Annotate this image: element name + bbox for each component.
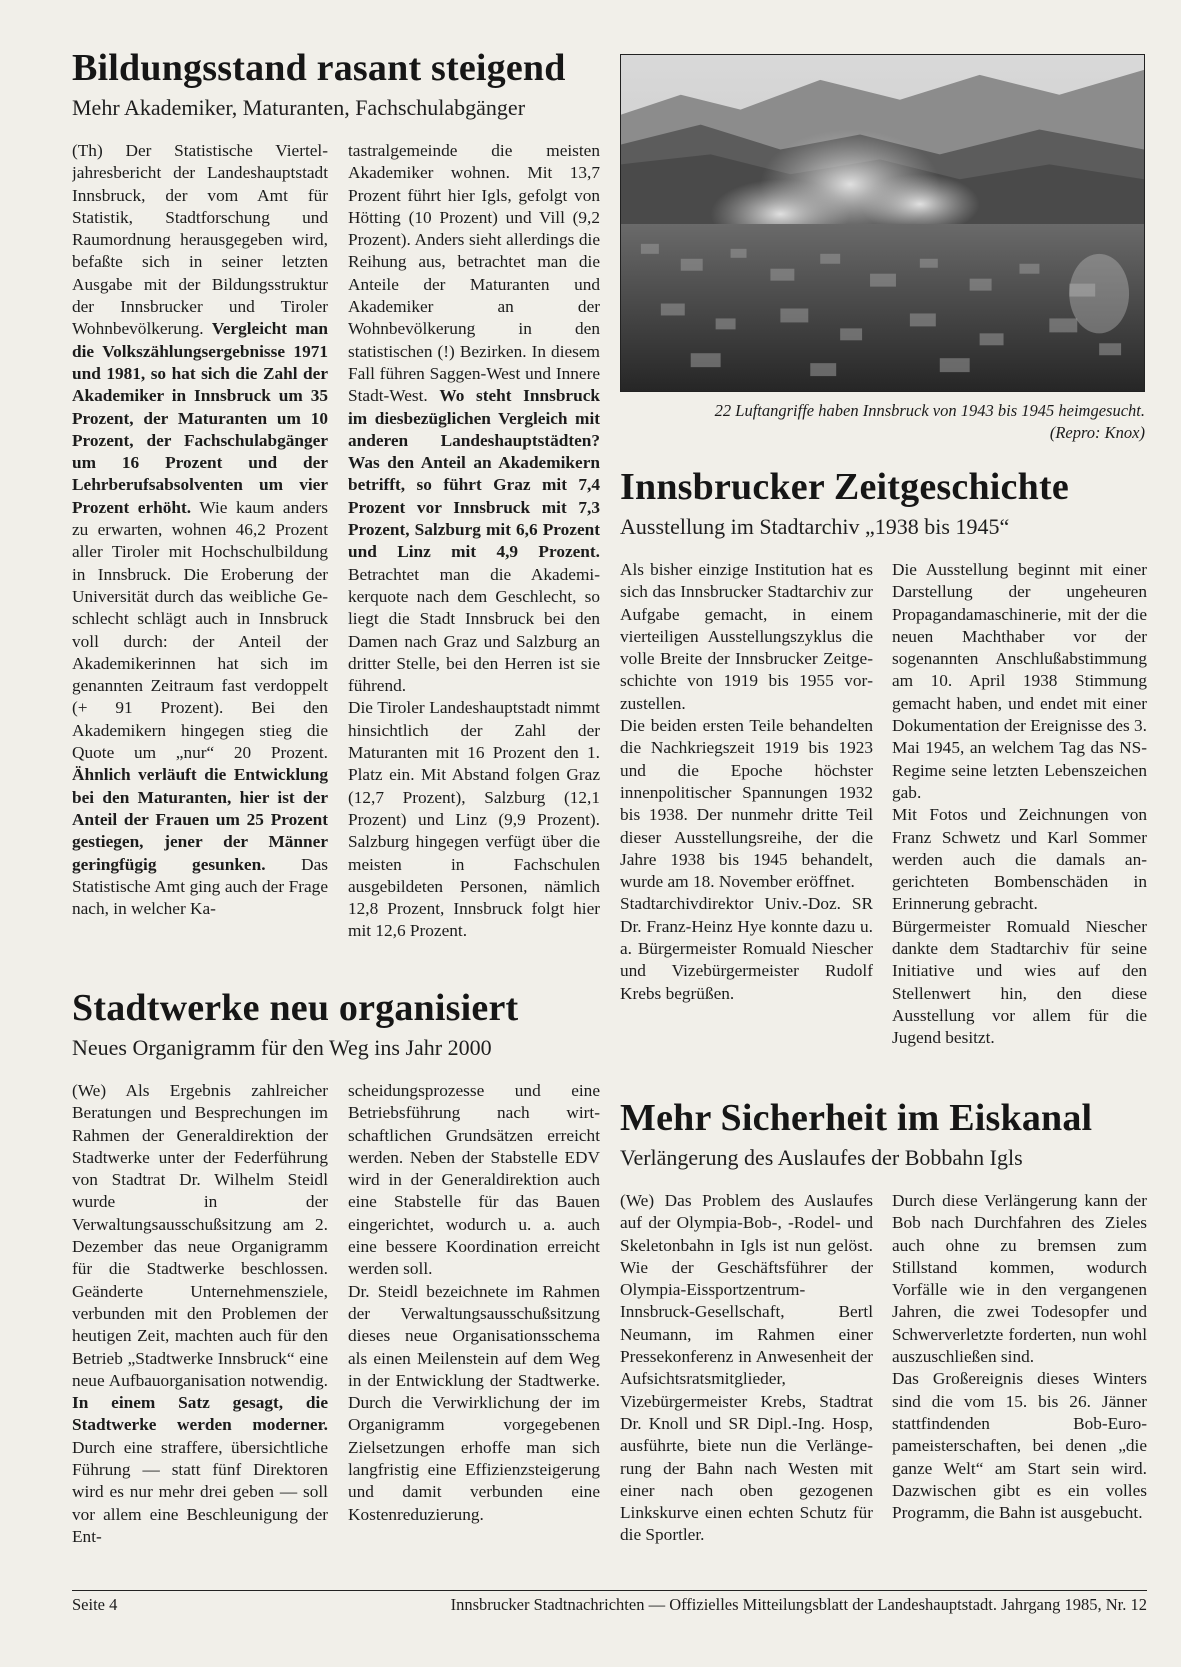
photo-caption-text: 22 Luftangriffe haben Innsbruck von 1943 bis 1945 heimgesucht. [714,401,1145,420]
text-run: Die Ausstellung beginnt mit einer Darstellung der ungeheuren Propagandamaschinerie, mit der die neuen Machthaber vor der sogenannten Anschlußabstimmung am 10. April 1938 Stimmung gemacht haben, und endet mit einer Dokumentation der Ereignisse des 3. Mai 1945, an welchem Tag das NS-Regime seine letzten Lebenszeichen gab. [892,560,1147,802]
article-bildungsstand-headline: Bildungsstand rasant steigend [72,47,566,89]
article-eiskanal-column-2 [892,1190,1147,1580]
article-stadtwerke-column-2 [348,1080,600,1580]
article-stadtwerke-headline: Stadtwerke neu organisiert [72,987,519,1029]
text-run: Mit Fotos und Zeichnungen von Franz Schwetz und Karl Sommer werden auch die damals angerichteten Bombenschäden in Erinnerung gebracht. [892,805,1147,914]
article-zeitgeschichte-column-2 [892,559,1147,1079]
air-raid-photo [620,54,1145,392]
article-zeitgeschichte-headline: Innsbrucker Zeitgeschichte [620,466,1069,508]
article-bildungsstand-column-2-paragraph [348,697,600,942]
article-eiskanal-column-2-paragraph [892,1190,1147,1368]
text-run: Stadtarchivdirektor Univ.-Doz. SR Dr. Franz-Heinz Hye konnte dazu u. a. Bürgermeister Romuald Niescher und Vizebürgermeister Rudolf Krebs begrüßen. [620,894,873,1003]
text-run: (We) Das Problem des Auslaufes auf der Olympia-Bob-, -Rodel- und Skeletonbahn in Igls ist nun gelöst. Wie der Geschäftsführer der Olympia-Eissportzentrum-Innsbruck-Gesellschaft, Bertl Neumann, im Rahmen einer Pressekonferenz in Anwesenheit der Aufsichtsratsmitglieder, Vizebürgermeister Krebs, Stadtrat Dr. Knoll und SR Dipl.-Ing. Hosp, ausführte, biete nun die Verlängerung der Bahn nach Westen mit einer nach oben gezogenen Linkskurve einen echten Schutz für die Sportler. [620,1191,873,1545]
text-run: Die Tiroler Landeshauptstadt nimmt hinsichtlich der Zahl der Maturanten mit 16 Prozent den 1. Platz ein. Mit Abstand folgen Graz (12,7 Prozent), Salzburg (12,1 Prozent) und Linz (9,9 Prozent). Salzburg hingegen verfügt über die meisten in Fachschulen ausgebildeten Personen, nämlich 12,8 Prozent, Innsbruck folgt hier mit 12,6 Prozent. [348,698,600,941]
article-zeitgeschichte-column-1-paragraph [620,715,873,893]
article-stadtwerke-column-2-paragraph [348,1281,600,1526]
text-run: Durch diese Verlängerung kann der Bob nach Durchfahren des Zieles auch ohne zu bremsen zum Stillstand kommen, wodurch Vorfälle wie in den vergangenen Jahren, die zwei Todesopfer und Schwerverletzte forderten, nun wohl auszuschließen sind. [892,1191,1147,1367]
article-stadtwerke-subheadline: Neues Organigramm für den Weg ins Jahr 2000 [72,1035,492,1060]
text-run: Dr. Steidl bezeichnete im Rahmen der Verwaltungsausschußsitzung dieses neue Organisationsschema als einen Meilenstein auf dem Weg in der Entwicklung der Stadtwerke. Durch die Verwirklichung der im Organigramm vorgegebenen Zielsetzungen erhoffe man sich langfristig eine Effizienzsteigerung und damit verbunden eine Kostenreduzierung. [348,1281,600,1524]
text-run: Wie kaum anders zu erwarten, wohnen 46,2 Prozent aller Tiroler mit Hochschulbildung in Innsbruck. Die Eroberung der Universität durch das weibliche Geschlecht schlägt auch in Innsbruck voll durch: der Anteil der Akademikerinnen hat sich im genannten Zeitraum fast verdoppelt (+ 91 Prozent). Bei den Akademikern hingegen stieg die Quote um „nur“ 20 Prozent. [72,497,328,763]
text-run: Betrachtet man die Akademikerquote nach dem Geschlecht, so liegt die Stadt Innsbruck bei den Damen nach Graz und Salzburg an dritter Stelle, bei den Herren ist sie führend. [348,564,600,696]
text-run: scheidungsprozesse und eine Betriebsführung nach wirtschaftlichen Grundsätzen erreicht werden. Neben der Stabstelle EDV wird in der Generaldirektion auch eine Stabstelle für das Bauen eingerichtet, wodurch u. a. auch eine bessere Koordination erreicht werden soll. [348,1081,600,1279]
article-bildungsstand-column-2-paragraph [348,140,600,697]
article-stadtwerke-column-2-paragraph [348,1080,600,1281]
page-number: Seite 4 [72,1595,118,1614]
text-run: Das Statistische Amt ging auch der Frage nach, in welcher Ka- [72,854,328,919]
article-zeitgeschichte-column-2-paragraph [892,804,1147,915]
article-eiskanal-column-1 [620,1190,873,1580]
text-run: Durch eine straffere, übersichtliche Führung — statt fünf Direktoren wird es nur mehr drei geben — soll vor allem eine Beschleunigung der Ent- [72,1437,328,1546]
bold-text-run: Ähnlich verläuft die Entwicklung bei den Maturanten, hier ist der Anteil der Frauen um 25 Prozent gestiegen, jener der Männer geringfügig gesunken. [72,765,328,874]
bold-text-run: Vergleicht man die Volkszählungsergebnisse 1971 und 1981, so hat sich die Zahl der Akademiker in Innsbruck um 35 Prozent, der Maturanten um 10 Prozent, der Fachschulabgänger um 16 Prozent und der Lehrberufsabsolventen um vier Prozent erhöht. [72,319,328,517]
article-stadtwerke-column-1-paragraph [72,1080,328,1548]
photo-caption [620,400,1145,444]
article-zeitgeschichte-column-1-paragraph [620,893,873,1004]
text-run: (We) Als Ergebnis zahlreicher Beratungen und Besprechungen im Rahmen der Generaldirektion der Stadtwerke unter der Federführung von Stadtrat Dr. Wilhelm Steidl wurde in der Verwaltungsausschußsitzung am 2. Dezember das neue Organigramm für die Stadtwerke beschlossen. Geänderte Unternehmensziele, verbunden mit den Problemen der heutigen Zeit, machten auch für den Betrieb „Stadtwerke Innsbruck“ eine neue Aufbauorganisation notwendig. [72,1081,328,1390]
text-run: Als bisher einzige Institution hat es sich das Innsbrucker Stadtarchiv zur Aufgabe gemacht, in einem vierteiligen Ausstellungszyklus die volle Breite der Innsbrucker Zeitgeschichte von 1919 bis 1955 vorzustellen. [620,560,873,713]
photo-credit: (Repro: Knox) [1049,423,1145,442]
text-run: Die beiden ersten Teile behandelten die Nachkriegszeit 1919 bis 1923 und die Epoche höchster innenpolitischer Spannungen 1932 bis 1938. Der nunmehr dritte Teil dieser Ausstellungsreihe, der die Jahre 1938 bis 1945 behandelt, wurde am 18. November eröffnet. [620,716,873,892]
article-bildungsstand-column-2 [348,140,600,970]
footer-rule [72,1590,1147,1591]
article-zeitgeschichte-column-2-paragraph [892,916,1147,1050]
article-eiskanal-headline: Mehr Sicherheit im Eiskanal [620,1097,1093,1139]
article-bildungsstand-column-1 [72,140,328,970]
article-zeitgeschichte-column-1 [620,559,873,1079]
text-run: (Th) Der Statistische Vierteljahresbericht der Landeshauptstadt Innsbruck, der vom Amt für Statistik, Stadtforschung und Raumordnung herausgegeben wird, befaßte sich in seiner letzten Ausgabe mit der Bildungsstruktur der Innsbrucker und Tiroler Wohnbevölkerung. [72,141,328,339]
article-zeitgeschichte-subheadline: Ausstellung im Stadtarchiv „1938 bis 1945“ [620,514,1010,539]
article-zeitgeschichte-column-2-paragraph [892,559,1147,804]
article-stadtwerke-column-1 [72,1080,328,1580]
bold-text-run: Wo steht Innsbruck im diesbezüglichen Vergleich mit anderen Landeshauptstädten? Was den Anteil an Akademikern betrifft, so führt Graz mit 7,4 Prozent vor Innsbruck mit 7,3 Prozent, Salzburg mit 6,6 Prozent und Linz mit 4,9 Prozent. [348,386,600,562]
text-run: tastralgemeinde die meisten Akademiker wohnen. Mit 13,7 Prozent führt hier Igls, gefolgt von Hötting (10 Prozent) und Vill (9,2 Prozent). Anders sieht allerdings die Reihung aus, betrachtet man die Anteile der Maturanten und Akademiker an der Wohnbevölkerung in den statistischen (!) Bezirken. In diesem Fall führen Saggen-West und Innere Stadt-West. [348,141,600,406]
article-eiskanal-subheadline: Verlängerung des Auslaufes der Bobbahn Igls [620,1145,1023,1170]
article-eiskanal-column-2-paragraph [892,1368,1147,1524]
article-bildungsstand-subheadline: Mehr Akademiker, Maturanten, Fachschulabgänger [72,95,526,120]
article-zeitgeschichte-column-1-paragraph [620,559,873,715]
bold-text-run: In einem Satz gesagt, die Stadtwerke werden moderner. [72,1393,328,1435]
text-run: Bürgermeister Romuald Niescher dankte dem Stadtarchiv für seine Initiative und wies auf den Stellenwert hin, den diese Ausstellung vor allem für die Jugend besitzt. [892,916,1147,1048]
article-eiskanal-column-1-paragraph [620,1190,873,1547]
text-run: Das Großereignis dieses Winters sind die vom 15. bis 26. Jänner stattfindenden Bob-Europameisterschaften, bei denen „die ganze Welt“ am Start sein wird. Dazwischen gibt es ein volles Programm, die Bahn ist ausgebucht. [892,1369,1147,1523]
article-bildungsstand-column-1-paragraph [72,140,328,920]
publication-line: Innsbrucker Stadtnachrichten — Offizielles Mitteilungsblatt der Landeshauptstadt. Jahrgang 1985, Nr. 12 [450,1595,1147,1614]
